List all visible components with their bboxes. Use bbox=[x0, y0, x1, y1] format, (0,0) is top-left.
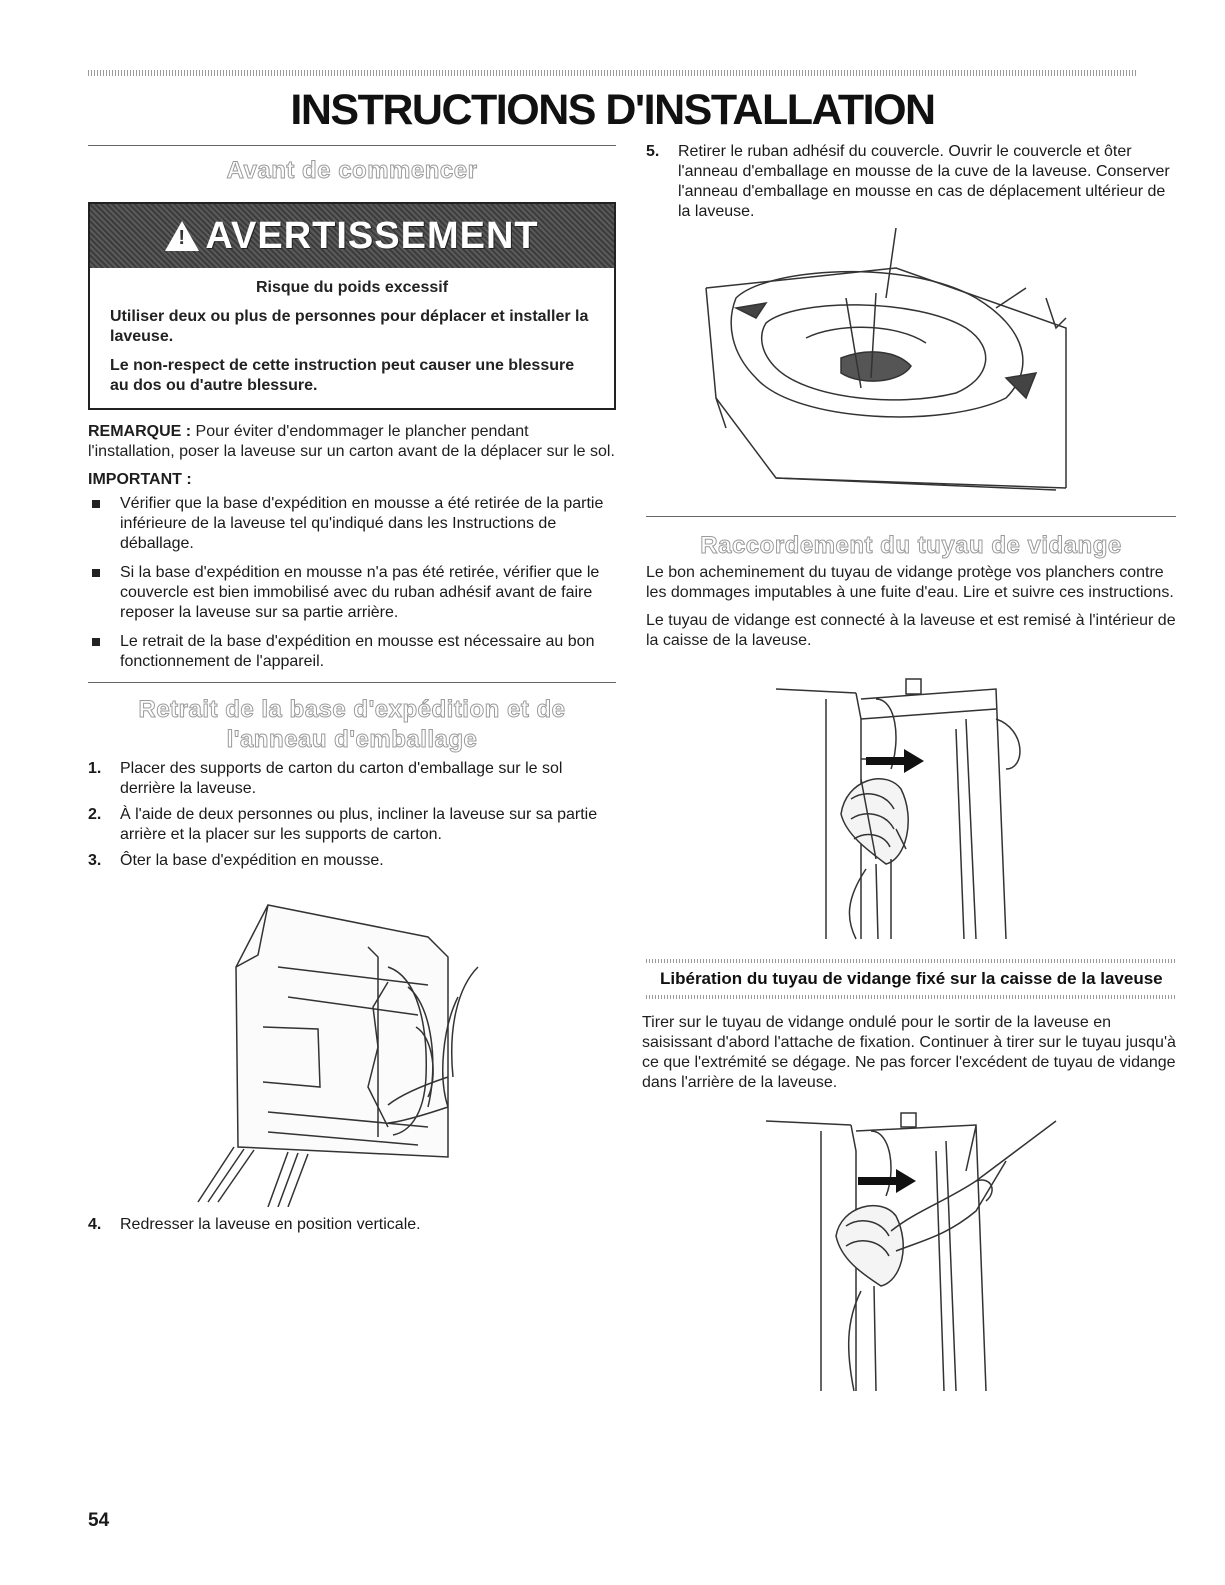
note-paragraph bbox=[88, 422, 616, 462]
right-column bbox=[642, 142, 1176, 1401]
page-title: INSTRUCTIONS D'INSTALLATION bbox=[290, 86, 935, 134]
removal-step-5 bbox=[646, 142, 1176, 222]
pull-hose-illustration bbox=[646, 1101, 1176, 1401]
section-rule bbox=[88, 145, 616, 146]
drain-paragraph-1: Le bon acheminement du tuyau de vidange protège vos planchers contre les dommages imputables à une fuite d'eau. Lire et suivre ces instructions. bbox=[646, 564, 1174, 601]
list-item bbox=[88, 632, 616, 672]
step-text: Ôter la base d'expédition en mousse. bbox=[120, 852, 384, 869]
warning-heading: AVERTISSEMENT bbox=[205, 214, 539, 257]
warning-box bbox=[88, 202, 616, 410]
removal-steps bbox=[88, 759, 616, 871]
important-list bbox=[88, 494, 616, 672]
step-item bbox=[646, 142, 1176, 222]
step-item bbox=[88, 851, 616, 871]
drain-paragraph-3: Tirer sur le tuyau de vidange ondulé pour le sortir de la laveuse en saisissant d'abord l'attache de fixation. Continuer à tirer sur le tuyau jusqu'à ce que l'extrémité se dégage. Ne pas forcer l'excédent de tuyau de vidange dans l'arrière de la laveuse. bbox=[642, 1014, 1176, 1091]
drain-hose-illustration bbox=[646, 659, 1176, 949]
step-text: Retirer le ruban adhésif du couvercle. Ouvrir le couvercle et ôter l'anneau d'emballage en mousse de la cuve de la laveuse. Conserver l'anneau d'emballage en mousse en cas de déplacement ultérieur de la laveuse. bbox=[678, 143, 1170, 220]
step-item bbox=[88, 1215, 616, 1235]
section-title-removal bbox=[88, 695, 616, 755]
warning-subtitle: Risque du poids excessif bbox=[255, 279, 449, 296]
warning-triangle-icon bbox=[165, 221, 199, 251]
subhead-hose-release: Libération du tuyau de vidange fixé sur la caisse de la laveuse bbox=[660, 969, 1163, 988]
step-number: 4. bbox=[88, 1216, 102, 1233]
left-column bbox=[88, 145, 616, 1241]
step-number: 2. bbox=[88, 806, 102, 823]
step-text: À l'aide de deux personnes ou plus, incliner la laveuse sur sa partie arrière et la placer sur les supports de carton. bbox=[120, 806, 598, 843]
step-number: 5. bbox=[646, 143, 660, 160]
list-item-text: Le retrait de la base d'expédition en mousse est nécessaire au bon fonctionnement de l'appareil. bbox=[120, 633, 595, 670]
step-item bbox=[88, 759, 616, 799]
warning-line-2: Le non-respect de cette instruction peut causer une blessure au dos ou d'autre blessure. bbox=[110, 357, 575, 394]
drain-paragraph-2: Le tuyau de vidange est connecté à la laveuse et est remisé à l'intérieur de la caisse de la laveuse. bbox=[646, 612, 1176, 649]
page-number: 54 bbox=[88, 1510, 110, 1531]
subhead-bottom-rule bbox=[646, 995, 1176, 999]
section-rule bbox=[646, 516, 1176, 517]
section-rule bbox=[88, 682, 616, 683]
step-item bbox=[88, 805, 616, 845]
removal-step-4 bbox=[88, 1215, 616, 1235]
bullet-square-icon bbox=[92, 638, 100, 646]
section-title-line-1: Retrait de la base d'expédition et de bbox=[138, 696, 566, 723]
list-item bbox=[88, 494, 616, 554]
note-text: Pour éviter d'endommager le plancher pendant l'installation, poser la laveuse sur un carton avant de la déplacer sur le sol. bbox=[88, 423, 615, 460]
warning-body bbox=[90, 268, 614, 408]
section-title-drain: Raccordement du tuyau de vidange bbox=[700, 532, 1122, 559]
step-text: Redresser la laveuse en position verticale. bbox=[120, 1216, 421, 1233]
list-item bbox=[88, 563, 616, 623]
bullet-square-icon bbox=[92, 500, 100, 508]
step-number: 3. bbox=[88, 852, 102, 869]
tilted-washer-illustration bbox=[88, 877, 616, 1207]
bullet-square-icon bbox=[92, 569, 100, 577]
washer-tub-illustration bbox=[646, 228, 1176, 508]
section-title-before-start: Avant de commencer bbox=[226, 157, 478, 184]
list-item-text: Si la base d'expédition en mousse n'a pas été retirée, vérifier que le couvercle est bien immobilisé avec du ruban adhésif avant de faire reposer la laveuse sur sa partie arrière. bbox=[120, 564, 600, 621]
warning-line-1: Utiliser deux ou plus de personnes pour déplacer et installer la laveuse. bbox=[110, 308, 589, 345]
warning-header bbox=[90, 204, 614, 268]
step-number: 1. bbox=[88, 760, 102, 777]
note-label: REMARQUE : bbox=[88, 423, 192, 440]
arrow-right-icon bbox=[858, 1169, 916, 1193]
subhead-top-rule bbox=[646, 959, 1176, 963]
important-label: IMPORTANT : bbox=[88, 471, 192, 488]
section-title-line-2: l'anneau d'emballage bbox=[226, 726, 478, 753]
step-text: Placer des supports de carton du carton d'emballage sur le sol derrière la laveuse. bbox=[120, 760, 563, 797]
top-dotted-rule bbox=[88, 70, 1138, 76]
list-item-text: Vérifier que la base d'expédition en mousse a été retirée de la partie inférieure de la laveuse tel qu'indiqué dans les Instructions de déballage. bbox=[120, 495, 604, 552]
